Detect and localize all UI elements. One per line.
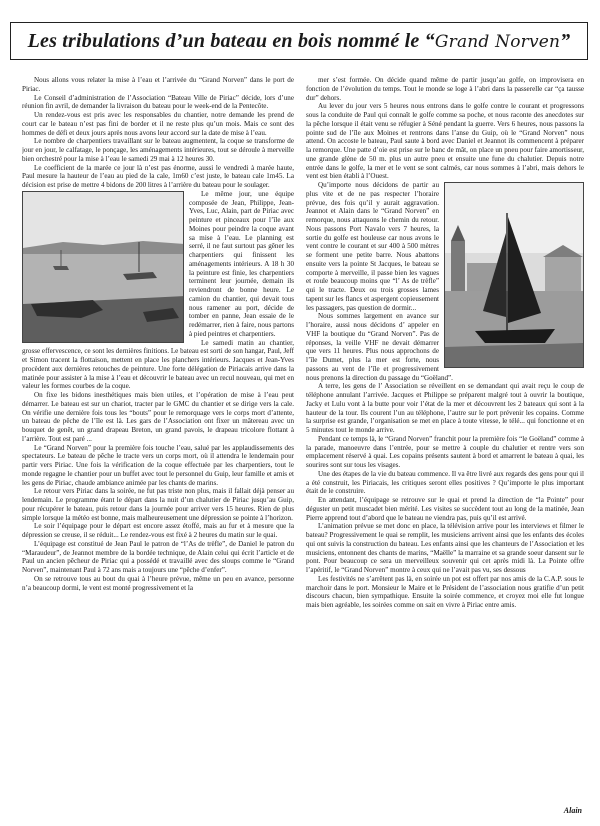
paragraph: Un rendez-vous est pris avec les responsables du chantier, notre demande les prend de court car le bateau n’est pas fini de border et il ne reste plus qu’un mois. Mais ce sont des hommes de défi et deux jours après nous avons leur accord sur la date de mise à l’eau.	[22, 111, 294, 137]
title-quote: ”	[560, 29, 571, 52]
paragraph: On se retrouve tous au bout du quai à l’heure prévue, même un peu en avance, personne n’a beaucoup dormi, le vent est monté progressivement et la	[22, 574, 294, 592]
paragraph: Le Conseil d’administration de l’Association “Bateau Ville de Piriac” décide, lors d’une réunion fin avril, de demander la livraison du bateau pour le week-end de la Pentecôte.	[22, 93, 294, 111]
paragraph: Au lever du jour vers 5 heures nous entrons dans le golfe contre le courant et progressons sous la conduite de Paul qui connaît le golfe comme sa poche, et nous raconte des anecdotes sur la pêche lorsque il était venu se réfugier à Séné pendant la guerre. Vers 6 heures, nous passons la pointe sud de l’île aux Moines et rentrons dans l’anse du Guip, où le “Grand Norven” nous attend. On accoste le bateau, Paul saute à bord avec Daniel et Jeannot ils commencent à préparer la remorque. Une patte d’oie est prise sur le banc de mât, on place un pneu pour faire amortisseur, une grande glène de 50 m. plus un autre pneu et ensuite une fune du chalutier. Depuis notre entrée dans le golfe, la mer et le vent se sont calmés, car nous sommes à l’abri, mais dehors le vent est bien établi à l’Ouest.	[306, 102, 584, 181]
paragraph: Le samedi matin au chantier, grosse effervescence, ce sont les dernières finitions. Le bateau est sorti de son hangar, Paul, Jeff et Simon tracent la flottaison, mettent en place les planchers intérieurs. Jacques et Jean-Yves procèdent aux dernières retouches de peinture. Une forte délégation de Piriacais arrive dans la matinée pour assister à la mise à l’eau et découvrir le bateau avec un recul nouveau, qui met en valeur les formes courbes de la coque.	[22, 338, 294, 391]
paragraph: L’équipage est constitué de Jean Paul le patron de “l’As de trèfle”, de Daniel le patron du “Maraudeur”, de Jeannot membre de la bordée technique, de Alain celui qui écrit l’article et de Paul un ancien pêcheur de Piriac qui a possédé et travaillé avec des sloups comme le “Grand Norven”, maintenant Paul à 72 ans mais a toujours une “pêche d’enfer”.	[22, 539, 294, 574]
paragraph: Le même jour, une équipe composée de Jean, Philippe, Jean-Yves, Luc, Alain, part de Piriac avec peinture et pinceaux pour l’île aux Moines pour peindre la coque avant sa mise à l’eau. Le planning est serré, il ne faut surtout pas gêner les charpentiers qui finissent les aménagements intérieurs. A 18 h 30 la peinture est finie, les charpentiers terminent leur journée, demain ils reviendront de bonne heure. Le camion du chantier, qui devait tous nous ramener au port, décide de tomber en panne, Jean essaie de le redémarrer, rien à faire, nous partons à pied peintres et charpentiers.	[189, 189, 294, 338]
paragraph: A terre, les gens de l’ Association se réveillent en se demandant qui avait reçu le coup de téléphone annulant l’arrivée. Jacques et Philippe se préparent malgré tout à ouvrir la boutique, Jacky et Lulu vont à la butte pour voir l’état de la mer et découvrent les 2 bateaux qui sont à la hauteur de la tour. Ils courent l’un au téléphone, l’autre sur le port prévenir les copains. Comme la surprise est grande, l’organisation se met en place à toute vitesse, le télé... qui fonctionne et en 5 minutes tout le monde arrive.	[306, 382, 584, 434]
paragraph: Pendant ce temps là, le “Grand Norven” franchit pour la première fois “le Goëland” comme à la parade, manoeuvre dans l’entrée, pour se mettre à couple du chalutier et rentre vers son emplacement réservé à quai. Les copains présents sautent à bord et amarrent le bateau à quai, les sourires sont sur tous les visages.	[306, 434, 584, 469]
paragraph: Qu’importe nous décidons de partir au plus vite et de ne pas respecter l’horaire prévue, des fois qu’il y aurait aggravation. Jeannot et Alain dans le “Grand Norven” en remorque, nous attaquons le chemin du retour. Nous passons Port Navalo vers 7 heures, la sortie du golfe est houleuse car nous avons le vent contre le courant et sur 400 à 500 mètres se forment une petite barre. Nous abattons ensuite vers la pointe St Jacques, le bateau se comporte à merveille, il passe bien les vagues et roule beaucoup moins que “l’ As de trèfle” qui le tracte. Deux ou trois grosses lames tapent sur les flancs et aspergent copieusement les passagers, pas question de dormir...	[306, 181, 439, 312]
paragraph: Nous sommes largement en avance sur l’horaire, aussi nous décidons d’ appeler en VHF la boutique du “Grand Norven”. Pas de réponses, la veille VHF ne devait démarrer que vers 11 heures. Plus nous approchons de l’île Dumet, plus la mer est forte, nous passons au vent de l’île et progressivement nous prenons la direction du passage du “Goëland”.	[306, 312, 453, 382]
paragraph: Le “Grand Norven” pour la première fois touche l’eau, salué par les applaudissements des spectateurs. Le bateau de pêche le tracte vers un corps mort, où il attendra le lendemain pour partir vers Piriac. Une fois la vérification de la coque effectuée par les charpentiers, tout le monde regagne le chantier pour un buffet avec tout le personnel du Guip, leur famille et amis et les gens de Piriac, chaude ambiance animée par les chants de marins.	[22, 443, 294, 487]
sailboat-photo	[444, 182, 584, 368]
paragraph: Le retour vers Piriac dans la soirée, ne fut pas triste non plus, mais il fallait déjà penser au lendemain. Le programme étant le départ dans la nuit d’un chalutier de Piriac jusqu’au Guip, pour récupérer le bateau, puis retour dans la journée pour arriver vers 15 heures. Rien de plus simple lorsque la météo est bonne, mais malheureusement une dépression se pointe à l’horizon.	[22, 487, 294, 522]
left-column	[22, 76, 294, 806]
paragraph: Les festivités ne s’arrêtent pas là, en soirée un pot est offert par nos amis de la C.A.P. sous le marchoir dans le port. Monsieur le Maire et le Président de l’association nous gratifie d’un petit discours chacun, bien sympathique. Ensuite la soirée commence, et croyez moi elle fut longue mais bien agréable, les soirées comme on sait en vivre à Piriac entre amis.	[306, 574, 584, 609]
paragraph: L’animation prévue se met donc en place, la télévision arrive pour les interviews et filmer le bateau? Progressivement le quai se remplit, les musiciens arrivent ainsi que les enfants des écoles qui ont suivis la construction du bateau. Les enfants ainsi que les chanteurs de l’Association et les musiciens, entonnent des chants de marins, “Maëlle” la marraine et sa grande soeur dansent sur le pont. Pour beaucoup ce sera un merveilleux souvenir qui cet après midi là. La Pointe offre l’apéritif, le “Grand Norven” montre à ceux qui ne l’avait pas vu, ses dessous	[306, 522, 584, 574]
harbor-photo	[22, 191, 184, 343]
right-column	[306, 76, 584, 806]
paragraph: En attendant, l’équipage se retrouve sur le quai et prend la direction de “la Pointe” pour déguster un petit muscadet bien mérité. Les visites se succèdent tout au long de la matinée, Jean Pierre apprend tout d’abord que le bateau ne viendra pas, puis qu’il est arrivé.	[306, 496, 584, 522]
paragraph: Le soir l’équipage pour le départ est encore assez étoffé, mais au fur et à mesure que la dépression se creuse, il se réduit... Le rendez-vous est fixé à 2 heures du matin sur le quai.	[22, 522, 294, 539]
title-banner	[10, 22, 588, 60]
boat-name: Grand Norven	[434, 31, 561, 52]
paragraph: Le coefficient de la marée ce jour là n’est pas énorme, aussi le vendredi à marée haute, Paul mesure la hauteur de l’eau au pied de la cale, 1m60 c’est juste, le bateau cale 1m45. La décision est prise de mettre 4 bidons de 200 litres à l’arrière du bateau pour le soulager.	[22, 163, 294, 189]
title-text: Les tribulations d’un bateau en bois nommé le “	[27, 29, 435, 52]
paragraph: mer s’est formée. On décide quand même de partir jusqu’au golfe, on improvisera en fonction de l’évolution du temps. Tout le monde se loge à l’abri dans la passerelle car “ça tausse dur” dehors.	[306, 76, 584, 102]
author-signature: Alain	[563, 806, 582, 815]
paragraph: On fixe les bidons inesthétiques mais bien utiles, et l’opération de mise à l’eau peut démarrer. Le bateau est sur un chariot, tracter par le GMC du chantier et se dirige vers la cale. On vérifie une dernière fois tous les “bouts” pour le remorquage vers le corps mort d’attente, un bateau de pêche de l’île est là. Les gars de l’Association ont fixer un mâtereau avec un bouquet de genêt, un grand drapeau Breton, un grand pavois, le drapeau tricolore flottant à l’arrière. Tout est paré ...	[22, 391, 294, 443]
article-title	[28, 30, 571, 53]
paragraph: Le nombre de charpentiers travaillant sur le bateau augmentent, la coque se transforme de jour en jour, le calfatage, le ponçage, les aménagements intérieures, tout se déroule à merveille bien orchestré pour la mise à l’eau le samedi 29 mai à 12 heures 30.	[22, 137, 294, 163]
paragraph: Une des étapes de la vie du bateau commence. Il va être livré aux regards des gens pour qui il a été construit, les Piriacais, les critiques seront elles positives ? Qu’importe le plus important était de le construire.	[306, 469, 584, 496]
paragraph: Nous allons vous relater la mise à l’eau et l’arrivée du “Grand Norven” dans le port de Piriac.	[22, 76, 294, 93]
